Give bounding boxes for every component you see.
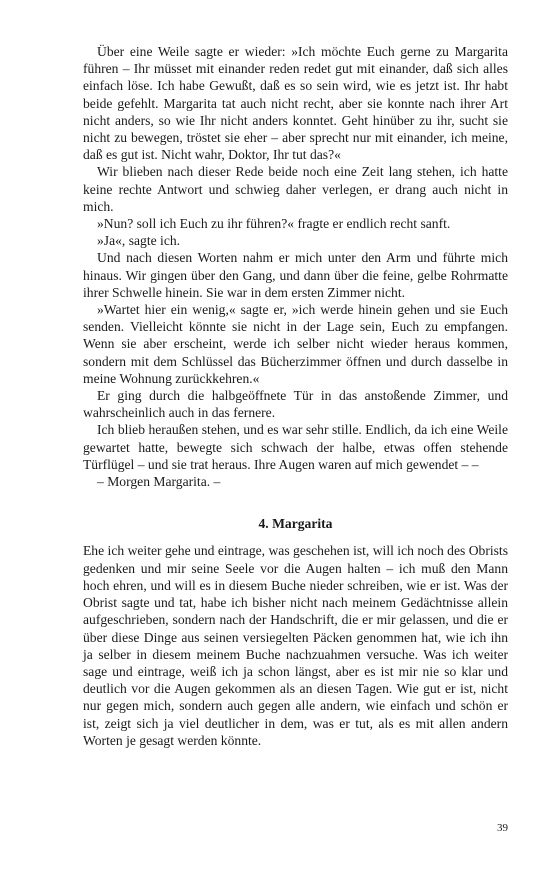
paragraph: »Wartet hier ein wenig,« sagte er, »ich werde hinein gehen und sie Euch senden. Vielleicht könnte sie nicht in der Lage sein, Euch zu empfangen. Wenn sie aber erscheint, werde ich selber nicht wieder heraus kommen, sondern mit dem Schlüssel das Bücherzimmer öffnen und durch dasselbe in meine Wohnung zurückkehren.« [83,302,508,386]
paragraph: – Morgen Margarita. – [97,474,221,490]
paragraph: Ehe ich weiter gehe und eintrage, was geschehen ist, will ich noch des Obrists gedenken und mir seine Seele vor die Augen halten – ich muß den Mann hoch ehren, und will es in diesem Buche nieder schreiben, wie er ist. Was der Obrist sagte und tat, habe ich bisher nicht nach meinem Gedächtnisse allein aufgeschrieben, sondern nach der Handschrift, die er mir gelassen, und die er über diese Dinge aus seinen versiegelten Päcken genommen hat, wie ich ihn ja selber in diesem meinem Buche nachzuahmen versuche. Was ich weiter sage und eintrage, weiß ich ja schon längst, aber es ist mir nie so klar und deutlich vor die Augen gekommen als an diesen Tagen. Wie gut er ist, nicht nur gegen mich, sondern auch gegen alle andern, wie einfach und schön er ist, zeigt sich ja viel deutlicher in dem, was er tut, als es mit allen andern Worten je gesagt werden könnte. [83,543,508,748]
paragraph: Ich blieb heraußen stehen, und es war sehr stille. Endlich, da ich eine Weile gewartet hatte, bewegte sich schwach der halbe, etwas offen stehende Türflügel – und sie trat heraus. Ihre Augen waren auf mich gewendet – – [83,422,508,472]
book-page [83,43,508,749]
paragraph: Und nach diesen Worten nahm er mich unter den Arm und führte mich hinaus. Wir gingen über den Gang, und dann über die feine, gelbe Rohrmatte ihrer Schwelle hinein. Sie war in dem ersten Zimmer nicht. [83,250,508,300]
paragraph: »Nun? soll ich Euch zu ihr führen?« fragte er endlich recht sanft. [97,216,451,232]
paragraph: Über eine Weile sagte er wieder: »Ich möchte Euch gerne zu Margarita führen – Ihr müsset mit einander reden redet gut mit einander, daß sich alles einfach löse. Ich habe Gewußt, daß es so sein wird, wie es jetzt ist. Ihr habt beide gefehlt. Margarita tat auch nicht recht, aber sie konnte nach ihrer Art nicht anders, so wie Ihr nicht anders konntet. Geht hinüber zu ihr, sucht sie nicht zu bewegen, tröstet sie eher – aber sprecht nur mit einander, ich meine, daß es gut ist. Nicht wahr, Doktor, Ihr tut das?« [83,44,508,163]
paragraph: Wir blieben nach dieser Rede beide noch eine Zeit lang stehen, ich hatte keine rechte Antwort und schwieg daher verlegen, er drang auch nicht in mich. [83,164,508,214]
chapter-heading: 4. Margarita [258,516,333,532]
page-number: 39 [497,822,508,834]
paragraph: »Ja«, sagte ich. [97,233,181,249]
paragraph: Er ging durch die halbgeöffnete Tür in das anstoßende Zimmer, und wahrscheinlich auch in das fernere. [83,388,508,421]
